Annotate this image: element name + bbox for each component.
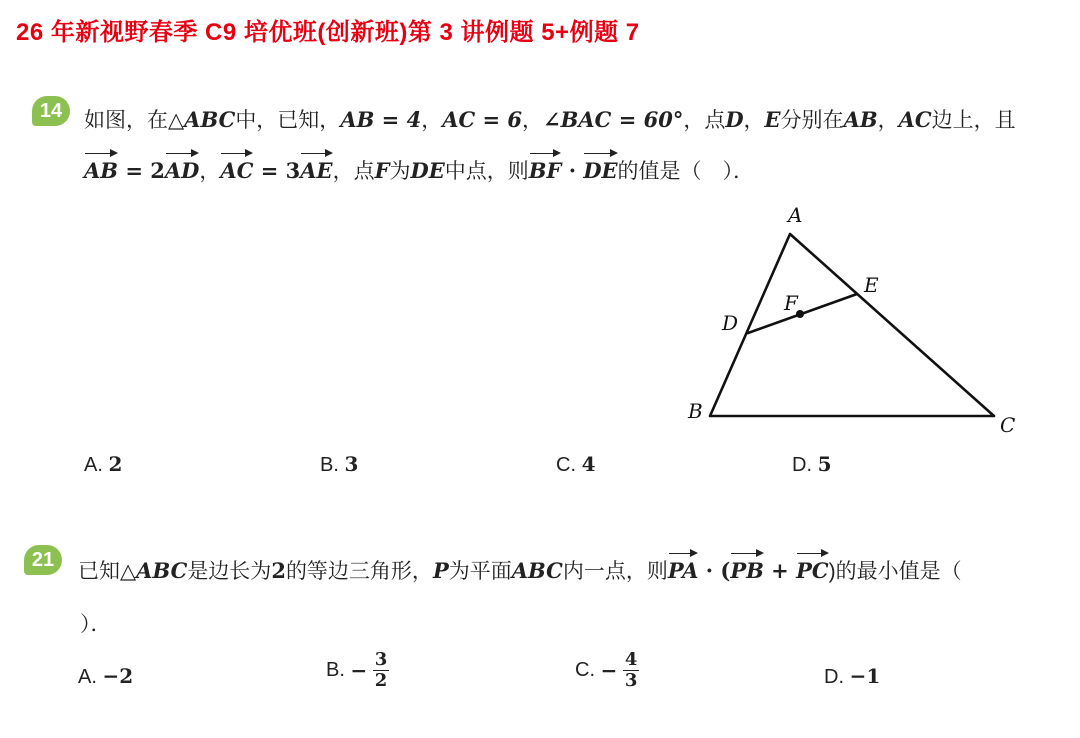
- option-letter: A.: [84, 454, 103, 476]
- math-abc-plane: ABC: [511, 558, 563, 583]
- option-letter: B.: [326, 658, 345, 681]
- option-letter: C.: [556, 454, 576, 476]
- math-e: E: [764, 107, 781, 132]
- text: 为: [389, 160, 411, 183]
- option-a[interactable]: [84, 452, 122, 477]
- option-value: 2: [119, 664, 134, 688]
- minus-sign: −: [350, 658, 368, 683]
- option-value: 2: [108, 452, 123, 476]
- option-d[interactable]: [792, 452, 831, 477]
- option-letter: C.: [575, 658, 595, 681]
- option-value: 5: [817, 452, 832, 476]
- text: 已知: [78, 560, 120, 583]
- text: 的值是（ ）．: [617, 160, 755, 183]
- math-de: DE: [410, 158, 445, 183]
- denominator: 2: [374, 669, 388, 691]
- question-14-line-2: [84, 155, 754, 185]
- page-title: 26 年新视野春季 C9 培优班(创新班)第 3 讲例题 5+例题 7: [16, 19, 640, 46]
- question-number-badge: 14: [32, 96, 70, 126]
- math-abc: ABC: [184, 107, 236, 132]
- question-21-line-2: [80, 608, 112, 638]
- option-letter: A.: [78, 666, 97, 688]
- text: ，点: [683, 109, 726, 132]
- plus-operator: +: [763, 558, 797, 583]
- option-letter: B.: [320, 454, 339, 476]
- option-letter: D.: [792, 454, 812, 476]
- text: ）．: [80, 613, 112, 636]
- fraction: [623, 650, 640, 691]
- text: ，: [743, 109, 765, 132]
- option-value: 4: [581, 452, 596, 476]
- dot-operator: · (: [698, 558, 731, 583]
- question-14-line-1: [84, 104, 1016, 134]
- text: 分别在: [780, 109, 844, 132]
- option-a[interactable]: [78, 664, 133, 689]
- label-e: E: [864, 273, 879, 297]
- minus-sign: −: [102, 664, 120, 688]
- math-abc: ABC: [136, 558, 188, 583]
- option-value: 1: [866, 664, 881, 688]
- label-f: F: [784, 291, 798, 315]
- minus-sign: −: [849, 664, 867, 688]
- triangle-symbol: △: [168, 109, 185, 132]
- option-c[interactable]: [575, 650, 639, 691]
- label-a: A: [788, 203, 803, 227]
- math-ac: AC: [898, 107, 932, 132]
- vector-pb: PB: [730, 558, 764, 583]
- text: ，: [522, 109, 544, 132]
- text: ，点: [332, 160, 375, 183]
- math-ac-eq: AC = 6: [442, 107, 523, 132]
- text: 如图，在: [84, 109, 168, 132]
- question-number-badge: 21: [24, 545, 62, 575]
- text: )的最小值是（: [828, 560, 962, 583]
- fraction: [373, 650, 390, 691]
- vector-ae: AE: [300, 158, 333, 183]
- text: ，: [199, 160, 221, 183]
- minus-sign: −: [600, 658, 618, 683]
- math-f: F: [374, 158, 390, 183]
- text: ，: [421, 109, 443, 132]
- option-d[interactable]: [824, 664, 880, 689]
- numerator: 3: [374, 649, 388, 670]
- vector-bf: BF: [528, 158, 562, 183]
- denominator: 3: [624, 669, 638, 691]
- label-b: B: [688, 399, 703, 423]
- option-b[interactable]: [326, 650, 389, 691]
- option-c[interactable]: [556, 452, 595, 477]
- option-b[interactable]: [320, 452, 358, 477]
- text: 边上，且: [931, 109, 1016, 132]
- math-p: P: [432, 558, 449, 583]
- vector-ad: AD: [164, 158, 200, 183]
- math-d: D: [725, 107, 744, 132]
- vector-pa: PA: [667, 558, 699, 583]
- text: 的等边三角形，: [285, 560, 433, 583]
- vector-pc: PC: [796, 558, 829, 583]
- label-d: D: [722, 311, 739, 335]
- option-value: 3: [344, 452, 359, 476]
- text: ，: [877, 109, 899, 132]
- numerator: 4: [624, 649, 638, 670]
- text: 中点，则: [444, 160, 529, 183]
- vector-ab: AB: [84, 158, 119, 183]
- vector-ac: AC: [220, 158, 254, 183]
- option-letter: D.: [824, 666, 844, 688]
- math-eq-3: = 3: [253, 158, 301, 183]
- vector-de: DE: [583, 158, 618, 183]
- math-two: 2: [271, 558, 286, 583]
- math-ab: AB: [843, 107, 878, 132]
- text: 为平面: [448, 560, 512, 583]
- dot-operator: ·: [561, 158, 584, 183]
- math-ab-eq: AB = 4: [340, 107, 422, 132]
- text: 是边长为: [187, 560, 272, 583]
- triangle-abc: [710, 234, 994, 416]
- math-angle: ∠BAC = 60°: [543, 107, 684, 132]
- triangle-symbol: △: [120, 560, 137, 583]
- question-21-line-1: [78, 555, 962, 585]
- triangle-figure: [680, 200, 1020, 445]
- math-eq-2: = 2: [118, 158, 165, 183]
- text: 中，已知，: [235, 109, 341, 132]
- text: 内一点，则: [562, 560, 668, 583]
- label-c: C: [1000, 413, 1016, 437]
